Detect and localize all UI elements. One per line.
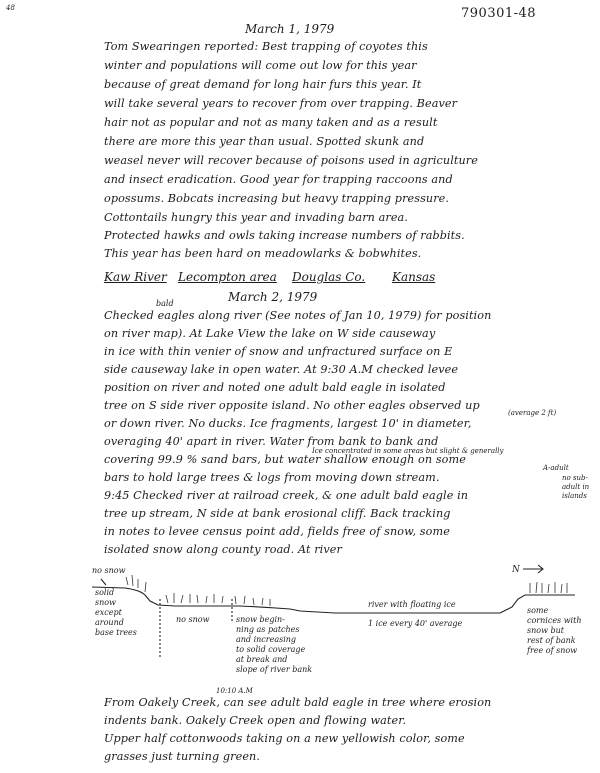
diagram-text: some [527,606,549,615]
text-line: From Oakely Creek, can see adult bald eagle in tree where erosion [104,696,492,709]
river-cross-section-diagram [0,555,600,685]
diagram-text: rest of bank [527,636,576,645]
text-line: Tom Swearingen reported: Best trapping of coyotes this [104,40,428,53]
text-line: covering 99.9 % sand bars, but water shallow enough on some [104,453,466,466]
location-county: Douglas Co. [292,270,366,284]
page-number: 48 [6,4,15,12]
diagram-text: to solid coverage [236,645,306,654]
label-no-snow-top: no snow [92,566,126,575]
label-river: river with floating ice [368,600,456,609]
label-solid-snow [95,588,137,637]
diagram-text: except [95,608,122,617]
margin-note-no-subadult: no sub-adult in islands [562,474,590,500]
text-line: because of great demand for long hair furs this year. It [104,78,422,91]
margin-note-concentrated: Ice concentrated in some areas but slight & generally [312,447,504,455]
margin-note-average: (average 2 ft) [508,409,557,417]
label-no-snow-mid: no snow [176,615,210,624]
text-line: Protected hawks and owls taking increase numbers of rabbits. [104,229,465,242]
north-label: N [512,565,520,575]
text-line: grasses just turning green. [104,750,261,763]
diagram-text: around [95,618,124,627]
text-line: tree on S side river opposite island. No other eagles observed up [104,399,480,412]
time-note: 10:10 A.M [216,687,253,695]
text-line: will take several years to recover from over trapping. Beaver [104,97,458,110]
diagram-text: snow but [527,626,564,635]
insertion-bald: bald [156,299,174,308]
diagram-text: snow begin- [236,615,285,624]
location-area: Lecompton area [178,270,277,284]
text-line: tree up stream, N side at bank erosional cliff. Back tracking [104,507,451,520]
diagram-text: base trees [95,628,137,637]
entry-date-2: March 2, 1979 [228,290,318,304]
text-line: opossums. Bobcats increasing but heavy trapping pressure. [104,192,450,205]
text-line: indents bank. Oakely Creek open and flowing water. [104,714,407,727]
text-line: bars to hold large trees & logs from moving down stream. [104,471,440,484]
diagram-text: free of snow [527,646,578,655]
text-line: isolated snow along county road. At river [104,543,342,556]
text-line: on river map). At Lake View the lake on W side causeway [104,327,436,340]
label-snow-beginning [236,615,312,674]
text-line: Cottontails hungry this year and invading barn area. [104,211,408,224]
text-line: Checked eagles along river (See notes of Jan 10, 1979) for position [104,309,492,322]
location-river: Kaw River [104,270,167,284]
text-line: winter and populations will come out low for this year [104,59,417,72]
diagram-text: at break and [236,655,288,664]
text-line: hair not as popular and not as many taken and as a result [104,116,438,129]
diagram-text: and increasing [236,635,297,644]
diagram-text: slope of river bank [236,665,313,674]
text-line: Upper half cottonwoods taking on a new yellowish color, some [104,732,465,745]
diagram-text: snow [95,598,116,607]
margin-note-adult: A-adult [543,464,569,472]
location-state: Kansas [392,270,436,284]
text-line: in ice with thin venier of snow and unfractured surface on E [104,345,453,358]
entry-date-1: March 1, 1979 [245,22,335,36]
text-line: there are more this year than usual. Spotted skunk and [104,135,425,148]
diagram-text: solid [95,588,115,597]
text-line: in notes to levee census point add, fields free of snow, some [104,525,450,538]
document-id: 790301-48 [461,6,537,21]
text-line: or down river. No ducks. Ice fragments, largest 10' in diameter, [104,417,472,430]
text-line: side causeway lake in open water. At 9:30 A.M checked levee [104,363,459,376]
diagram-text: ning as patches [236,625,300,634]
text-line: overaging 40' apart in river. Water from bank to bank and [104,435,439,448]
text-line: position on river and noted one adult bald eagle in isolated [104,381,446,394]
text-line: and insect eradication. Good year for trapping raccoons and [104,173,453,186]
text-line: weasel never will recover because of poisons used in agriculture [104,154,478,167]
diagram-text: cornices with [527,616,582,625]
text-line: This year has been hard on meadowlarks & bobwhites. [104,247,422,260]
label-cornices [526,606,581,655]
label-ice: 1 ice every 40' average [368,619,463,628]
text-line: 9:45 Checked river at railroad creek, & one adult bald eagle in [104,489,469,502]
